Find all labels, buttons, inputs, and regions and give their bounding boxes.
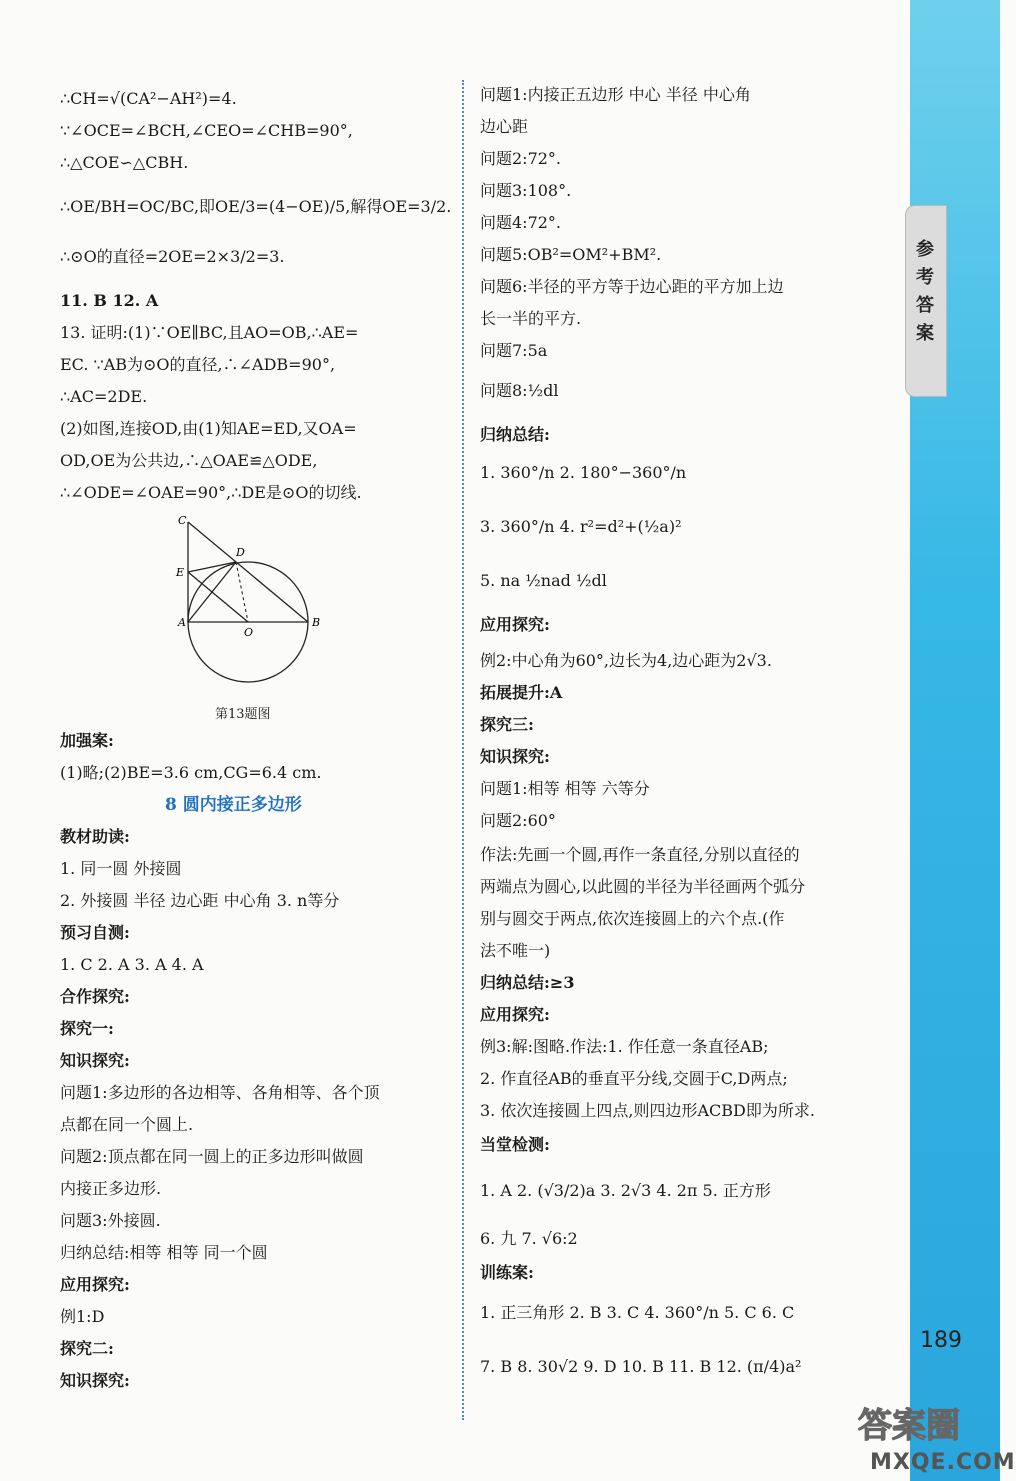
line: ∵∠OCE=∠BCH,∠CEO=∠CHB=90°,: [60, 121, 353, 140]
line: 问题2:60°: [480, 811, 556, 830]
line: 探究三:: [480, 715, 534, 734]
line: 归纳总结:: [480, 425, 550, 444]
label-d: D: [236, 546, 245, 559]
line: 5. na ½nad ½dl: [480, 571, 607, 590]
line: OD,OE为公共边,∴△OAE≌△ODE,: [60, 451, 318, 470]
line: 11. B 12. A: [60, 291, 159, 310]
side-tab-label: 参考答案: [916, 239, 934, 344]
line: EC. ∵AB为⊙O的直径,∴∠ADB=90°,: [60, 355, 336, 374]
line: 1. C 2. A 3. A 4. A: [60, 955, 204, 974]
line: 问题2:顶点都在同一圆上的正多边形叫做圆: [60, 1147, 364, 1166]
side-tab: [905, 205, 947, 397]
line: 知识探究:: [60, 1371, 130, 1390]
section-title: 8 圆内接正多边形: [165, 795, 302, 815]
line: 问题2:72°.: [480, 149, 562, 168]
line: 问题6:半径的平方等于边心距的平方加上边: [480, 277, 784, 296]
line: 2. 外接圆 半径 边心距 中心角 3. n等分: [60, 891, 340, 910]
line: 应用探究:: [60, 1275, 130, 1294]
line: 1. 正三角形 2. B 3. C 4. 360°/n 5. C 6. C: [480, 1303, 795, 1322]
line: 探究一:: [60, 1019, 114, 1038]
line: 7. B 8. 30√2 9. D 10. B 11. B 12. (π/4)a²: [480, 1357, 802, 1376]
line: 探究二:: [60, 1339, 114, 1358]
line: 别与圆交于两点,依次连接圆上的六个点.(作: [480, 909, 785, 928]
segment-eo: [188, 572, 248, 622]
line: 6. 九 7. √6:2: [480, 1229, 578, 1248]
watermark-logo-text: 答案圈: [858, 1406, 960, 1446]
segment-cb: [188, 522, 308, 622]
line: 问题8:½dl: [480, 381, 559, 400]
line: 问题1:相等 相等 六等分: [480, 779, 650, 798]
line: (1)略;(2)BE=3.6 cm,CG=6.4 cm.: [60, 763, 322, 782]
page-number: 189: [920, 1328, 962, 1353]
line: 问题7:5a: [480, 341, 548, 360]
label-e: E: [176, 566, 185, 579]
line: 问题4:72°.: [480, 213, 562, 232]
geometry-figure: [170, 512, 330, 692]
line: 问题3:外接圆.: [60, 1211, 161, 1230]
line: 例3:解:图略.作法:1. 作任意一条直径AB;: [480, 1037, 769, 1056]
line: 作法:先画一个圆,再作一条直径,分别以直径的: [480, 845, 800, 864]
line: ∴AC=2DE.: [60, 387, 148, 406]
line: 3. 360°/n 4. r²=d²+(½a)²: [480, 517, 682, 536]
line: 问题1:内接正五边形 中心 半径 中心角: [480, 85, 751, 104]
line: 两端点为圆心,以此圆的半径为半径画两个弧分: [480, 877, 806, 896]
line: 当堂检测:: [480, 1135, 550, 1154]
line: 预习自测:: [60, 923, 130, 942]
line: 教材助读:: [60, 827, 130, 846]
line: 长一半的平方.: [480, 309, 582, 328]
line: 例2:中心角为60°,边长为4,边心距为2√3.: [480, 651, 772, 670]
line: ∴OE/BH=OC/BC,即OE/3=(4−OE)/5,解得OE=3/2.: [60, 197, 452, 216]
line: (2)如图,连接OD,由(1)知AE=ED,又OA=: [60, 419, 357, 438]
line: ∴⊙O的直径=2OE=2×3/2=3.: [60, 247, 285, 266]
line: 应用探究:: [480, 1005, 550, 1024]
line: ∴∠ODE=∠OAE=90°,∴DE是⊙O的切线.: [60, 483, 362, 502]
label-b: B: [312, 616, 321, 629]
label-o: O: [244, 626, 254, 639]
figure-caption: 第13题图: [215, 707, 271, 722]
line: 归纳总结:相等 相等 同一个圆: [60, 1243, 268, 1262]
line: 例1:D: [60, 1307, 105, 1326]
line: 归纳总结:≥3: [480, 973, 575, 992]
line: 1. 360°/n 2. 180°−360°/n: [480, 463, 687, 482]
watermark-site: MXQE.COM: [870, 1450, 1016, 1475]
line: 问题5:OB²=OM²+BM².: [480, 245, 662, 264]
line: 点都在同一个圆上.: [60, 1115, 194, 1134]
line: 知识探究:: [60, 1051, 130, 1070]
line: 2. 作直径AB的垂直平分线,交圆于C,D两点;: [480, 1069, 788, 1088]
line: 1. A 2. (√3/2)a 3. 2√3 4. 2π 5. 正方形: [480, 1181, 771, 1200]
line: 问题3:108°.: [480, 181, 572, 200]
line: 1. 同一圆 外接圆: [60, 859, 182, 878]
line: 训练案:: [480, 1263, 534, 1282]
line: 问题1:多边形的各边相等、各角相等、各个顶: [60, 1083, 380, 1102]
line: 法不唯一): [480, 941, 551, 960]
line: 加强案:: [60, 731, 114, 750]
label-c: C: [178, 514, 187, 527]
label-a: A: [178, 616, 186, 629]
column-divider: [462, 80, 464, 1420]
line: 3. 依次连接圆上四点,则四边形ACBD即为所求.: [480, 1101, 815, 1120]
line: 应用探究:: [480, 615, 550, 634]
line: ∴CH=√(CA²−AH²)=4.: [60, 89, 237, 108]
line: 边心距: [480, 117, 529, 136]
line: 拓展提升:A: [480, 683, 563, 702]
line: 内接正多边形.: [60, 1179, 162, 1198]
line: 13. 证明:(1)∵OE∥BC,且AO=OB,∴AE=: [60, 323, 359, 342]
line: 知识探究:: [480, 747, 550, 766]
line: 合作探究:: [60, 987, 130, 1006]
line: ∴△COE∽△CBH.: [60, 153, 189, 172]
